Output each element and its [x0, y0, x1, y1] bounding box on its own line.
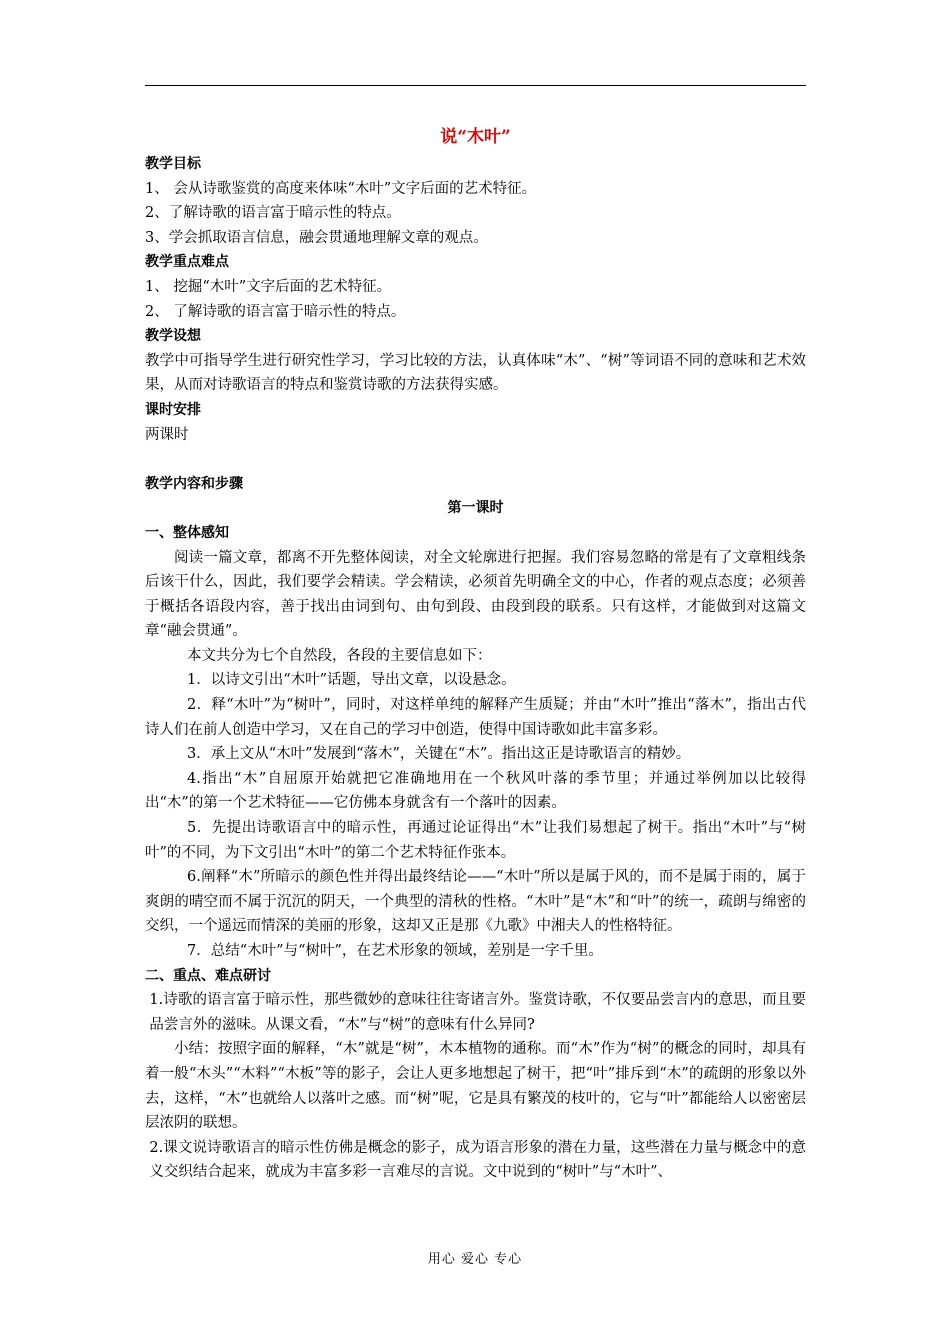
design-text: 教学中可指导学生进行研究性学习，学习比较的方法，认真体味“木”、“树”等词语不同的意味和艺术效果，从而对诗歌语言的特点和鉴赏诗歌的方法获得实感。 [145, 352, 806, 394]
document-title: 说“木叶” [440, 127, 511, 147]
goal-item: 3、学会抓取语言信息，融会贯通地理解文章的观点。 [145, 229, 488, 246]
paragraph-summary: 3．承上文从“木叶”发展到“落木”，关键在“木”。指出这正是诗歌语言的精妙。 [187, 746, 691, 763]
section1-overview: 本文共分为七个自然段，各段的主要信息如下： [187, 647, 492, 664]
goal-item: 2、了解诗歌的语言富于暗示性的特点。 [145, 205, 401, 222]
page-footer: 用心 爱心 专心 [427, 1252, 523, 1267]
section2-heading: 二、重点、难点研讨 [145, 967, 271, 984]
schedule-heading: 课时安排 [145, 401, 201, 418]
document-body [145, 124, 806, 1185]
keypoint-item: 2、 了解诗歌的语言富于暗示性的特点。 [145, 303, 406, 320]
question-2: 2.课文说诗歌语言的暗示性仿佛是概念的影子，成为语言形象的潜在力量，这些潜在力量与概念中的意义交织结合起来，就成为丰富多彩一言难尽的言说。文中说到的“树叶”与“木叶”、 [149, 1139, 806, 1181]
spacer [145, 447, 806, 472]
section1-heading: 一、整体感知 [145, 524, 229, 541]
goals-heading: 教学目标 [145, 156, 201, 172]
section1-intro: 阅读一篇文章，都离不开先整体阅读，对全文轮廓进行把握。我们容易忽略的常是有了文章粗线条后该干什么，因此，我们要学会精读。学会精读，必须首先明确全文的中心，作者的观点态度；必须善于概括各语段内容，善于找出由词到句、由句到段、由段到段的联系。只有这样，才能做到对这篇文章“融会贯通”。 [145, 549, 806, 640]
paragraph-summary: 4.指出“木”自屈原开始就把它准确地用在一个秋风叶落的季节里；并通过举例加以比较得出“木”的第一个艺术特征——它仿佛本身就含有一个落叶的因素。 [145, 770, 806, 812]
paragraph-summary: 5．先提出诗歌语言中的暗示性，再通过论证得出“木”让我们易想起了树干。指出“木叶”与“树叶”的不同，为下文引出“木叶”的第二个艺术特征作张本。 [145, 820, 806, 861]
header-rule [145, 85, 806, 86]
lesson-heading: 第一课时 [447, 500, 504, 517]
keypoints-heading: 教学重点难点 [145, 254, 229, 271]
paragraph-summary: 1．以诗文引出“木叶”话题，导出文章，以设悬念。 [187, 672, 516, 689]
goal-item: 1、 会从诗歌鉴赏的高度来体味“木叶”文字后面的艺术特征。 [145, 180, 537, 197]
paragraph-summary: 7．总结“木叶”与“树叶”，在艺术形象的领域，差别是一字千里。 [187, 943, 603, 959]
steps-heading: 教学内容和步骤 [145, 475, 243, 492]
keypoint-item: 1、 挖掘“木叶”文字后面的艺术特征。 [145, 278, 392, 295]
paragraph-summary: 2．释“木叶”为“树叶”，同时，对这样单纯的解释产生质疑；并由“木叶”推出“落木”，指出古代诗人们在前人创造中学习，又在自己的学习中创造，使得中国诗歌如此丰富多彩。 [145, 697, 806, 738]
design-heading: 教学设想 [145, 328, 201, 345]
paragraph-summary: 6.阐释“木”所暗示的颜色性并得出最终结论——“木叶”所以是属于风的，而不是属于雨的，属于爽朗的晴空而不属于沉沉的阴天，一个典型的清秋的性格。“木叶”是“木”和“叶”的统一，疏朗与绵密的交织，一个遥远而情深的美丽的形象，这却又正是那《九歌》中湘夫人的性格特征。 [145, 869, 806, 935]
schedule-text: 两课时 [145, 426, 189, 443]
summary-text: 小结：按照字面的解释，“木”就是“树”，木本植物的通称。而“木”作为“树”的概念的同时，却具有着一般“木头”“木料”“木板”等的影子，会让人更多地想起了树干，把“叶”排斥到“木”的疏朗的形象以外去，这样，“木”也就给人以落叶之感。而“树”呢，它是具有繁茂的枝叶的，它与“叶”都能给人以密密层层浓阴的联想。 [145, 1041, 806, 1132]
question-1: 1.诗歌的语言富于暗示性，那些微妙的意味往往寄诸言外。鉴赏诗歌，不仅要品尝言内的意思，而且要品尝言外的滋味。从课文看，“木”与“树”的意味有什么异同? [149, 992, 806, 1033]
